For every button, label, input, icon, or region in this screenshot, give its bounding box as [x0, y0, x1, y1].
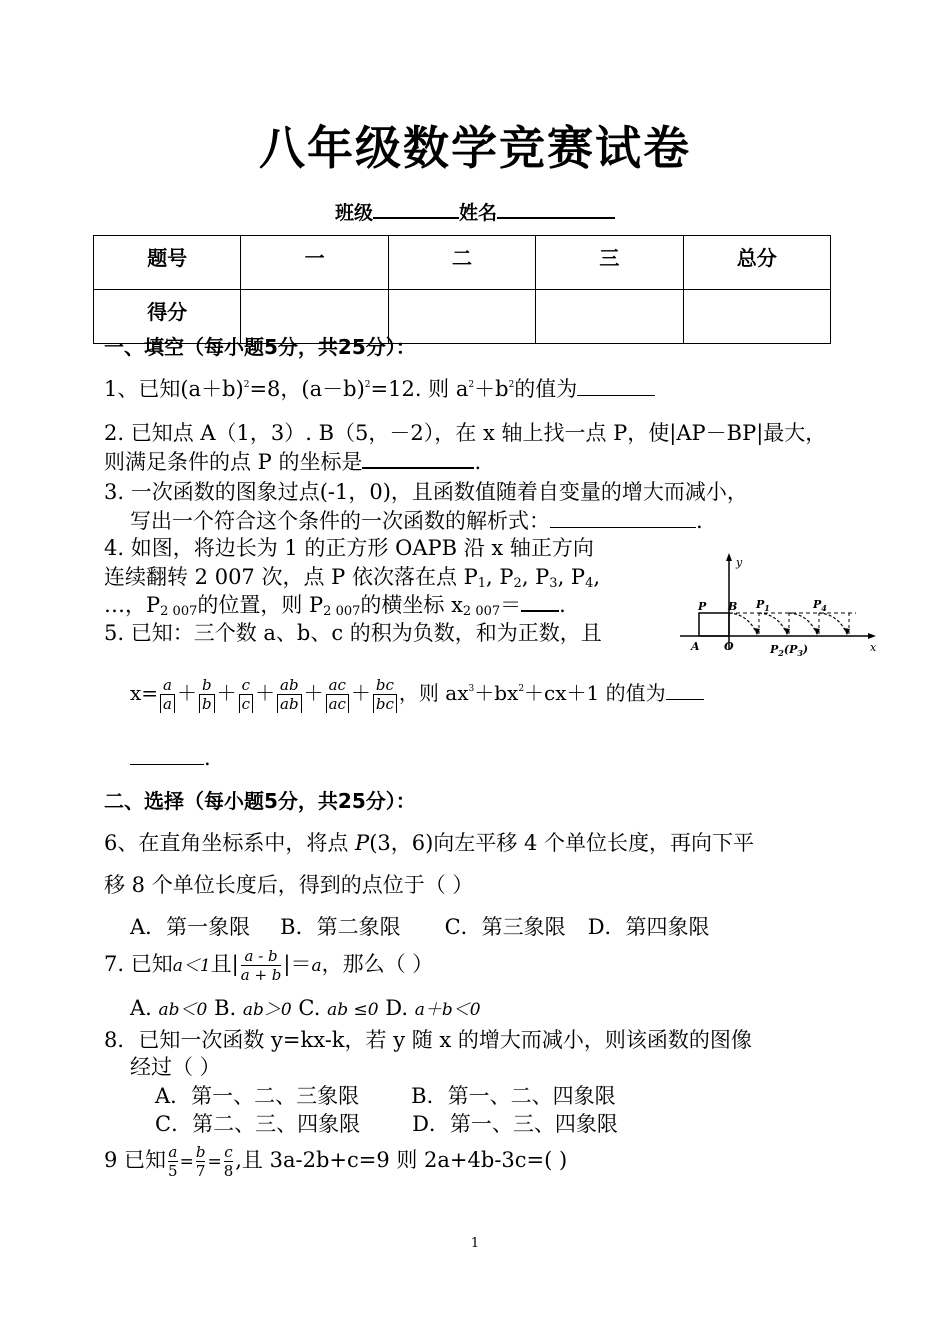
question-6-line1: 6、在直角坐标系中，将点 P(3，6)向左平移 4 个单位长度，再向下平 — [104, 831, 755, 855]
fraction: $\frac{b}{b}$ — [199, 676, 215, 713]
option-d[interactable]: D．第四象限 — [587, 915, 710, 939]
option-c[interactable]: C. ab ≤0 — [298, 996, 379, 1020]
fraction: $\frac{c}{8}$ — [223, 1143, 234, 1180]
fraction: $\frac{bc}{bc}$ — [373, 676, 397, 713]
point-p1-label: $P_1$ — [756, 598, 770, 613]
option-b[interactable]: B．第二象限 — [280, 915, 401, 939]
y-axis-label: y — [736, 556, 743, 569]
page-title: 八年级数学竞赛试卷 — [259, 121, 691, 175]
answer-blank[interactable] — [577, 375, 655, 396]
fraction: $\frac{c}{c}$ — [239, 676, 253, 713]
rotation-arc — [789, 613, 817, 634]
class-blank[interactable] — [373, 199, 459, 219]
x-axis-label: x — [870, 641, 877, 654]
score-cell[interactable] — [683, 290, 830, 344]
point-p-label: P — [698, 600, 707, 613]
option-a[interactable]: A．第一象限 — [130, 915, 251, 939]
answer-blank[interactable] — [362, 447, 474, 469]
question-3-line2: 写出一个符合这个条件的一次函数的解析式： . — [130, 509, 703, 533]
header-cell: 二 — [388, 236, 535, 290]
question-6-options — [130, 911, 710, 941]
option-c[interactable]: C．第二、三、四象限 — [155, 1112, 361, 1136]
fraction: $\frac{ab}{ab}$ — [277, 676, 302, 713]
score-cell[interactable] — [536, 290, 683, 344]
point-o-label: O — [724, 640, 734, 653]
name-blank[interactable] — [497, 199, 615, 219]
score-table — [93, 235, 831, 344]
point-p2-p3-label: $P_2(P_3)$ — [770, 643, 809, 658]
option-c[interactable]: C．第三象限 — [444, 915, 566, 939]
question-1: 1、已知$(a+b)^2=8$，$(a-b)^2=12$. 则 $a^2+b^2$的值为 — [104, 373, 655, 403]
rotation-arc — [759, 613, 787, 634]
option-a[interactable]: A．第一、二、三象限 — [155, 1084, 360, 1108]
point-b-label: B — [728, 600, 738, 613]
fraction: $\frac{b}{7}$ — [195, 1143, 206, 1180]
question-5-line1: 5. 已知：三个数 a、b、c 的积为负数，和为正数，且 — [104, 621, 602, 645]
page-number: 1 — [470, 1236, 480, 1251]
question-2-line2: 则满足条件的点 P 的坐标是 . — [104, 446, 481, 476]
option-a[interactable]: A. ab＜0 — [130, 996, 208, 1020]
question-8-options-row1 — [155, 1080, 616, 1110]
class-label: 班级 — [334, 202, 373, 224]
question-3-line1: 3. 一次函数的图象过点(-1，0)，且函数值随着自变量的增大而减小， — [104, 480, 748, 504]
option-b[interactable]: B．第一、二、四象限 — [411, 1084, 616, 1108]
option-b[interactable]: B. ab＞0 — [214, 996, 292, 1020]
header-cell: 总分 — [683, 236, 830, 290]
fraction: $\frac{a}{a}$ — [160, 676, 175, 713]
answer-blank[interactable] — [521, 590, 559, 612]
score-row-label: 得分 — [94, 290, 241, 344]
question-8-options-row2 — [155, 1108, 618, 1138]
point-p4-label: $P_4$ — [813, 598, 827, 613]
square-oapb — [699, 613, 729, 636]
header-cell: 三 — [536, 236, 683, 290]
option-d[interactable]: D．第一、三、四象限 — [412, 1112, 618, 1136]
answer-blank[interactable] — [550, 507, 696, 528]
x-axis-arrow-icon — [868, 633, 876, 639]
class-name-line — [0, 198, 950, 225]
question-8-line1: 8．已知一次函数 y=kx-k，若 y 随 x 的增大而减小，则该函数的图像 — [104, 1028, 752, 1052]
option-d[interactable]: D. a＋b＜0 — [385, 996, 481, 1020]
question-8-line2: 经过（ ） — [130, 1055, 221, 1079]
question-2-line1: 2. 已知点 A（1，3）. B（5，－2），在 x 轴上找一点 P，使|AP－BP|最大， — [104, 421, 827, 445]
question-7-options — [130, 995, 481, 1020]
name-label: 姓名 — [459, 202, 498, 224]
rotation-arc — [819, 613, 847, 634]
question-4-line1: 4. 如图，将边长为 1 的正方形 OAPB 沿 x 轴正方向 — [104, 536, 594, 560]
question-9: 9 已知 $\frac{a}{5}$ = $\frac{b}{7}$ = $\frac{c}{8}$ ,且 3a-2b+c=9 则 2a+4b-3c=( ) — [104, 1143, 568, 1180]
question-4-line2: 连续翻转 2 007 次，点 P 依次落在点 $P_1$, $P_2$, $P_3$, $P_4$, — [104, 565, 601, 591]
rotation-arc — [729, 613, 757, 634]
flip-square-figure — [676, 550, 886, 662]
question-5-line3: . — [130, 746, 211, 770]
fraction: $\frac{a}{5}$ — [168, 1143, 178, 1180]
answer-blank[interactable] — [666, 679, 704, 700]
score-table-header-row — [94, 236, 831, 290]
question-6-line2: 移 8 个单位长度后，得到的点位于（ ） — [104, 873, 474, 897]
section1-heading: 一、填空（每小题5分，共25分）： — [104, 335, 416, 359]
point-a-label: A — [691, 640, 700, 653]
header-cell: 一 — [241, 236, 388, 290]
fraction: $\frac{ac}{ac}$ — [326, 676, 349, 713]
question-4-line3: …，$P_{2 007}$的位置，则 $P_{2 007}$的横坐标 $x_{2 007}=$ . — [104, 589, 566, 619]
question-7: 7. 已知a＜1且| $\frac{a - b}{a + b}$ |＝a，那么（ ） — [104, 947, 434, 984]
fraction: $\frac{a - b}{a + b}$ — [240, 947, 282, 984]
header-cell: 题号 — [94, 236, 241, 290]
question-5-formula: x= $\frac{a}{a}$ ＋ $\frac{b}{b}$ ＋ $\frac{c}{c}$ ＋ $\frac{ab}{ab}$ ＋ $\frac{ac}{ac}$ ＋ $\frac{bc}{bc}$ ，则 $ax^3+bx^2+cx+1$ 的值为 — [130, 676, 704, 713]
y-axis-arrow-icon — [726, 553, 732, 561]
section2-heading: 二、选择（每小题5分，共25分）： — [104, 789, 416, 813]
answer-blank[interactable] — [130, 746, 204, 765]
